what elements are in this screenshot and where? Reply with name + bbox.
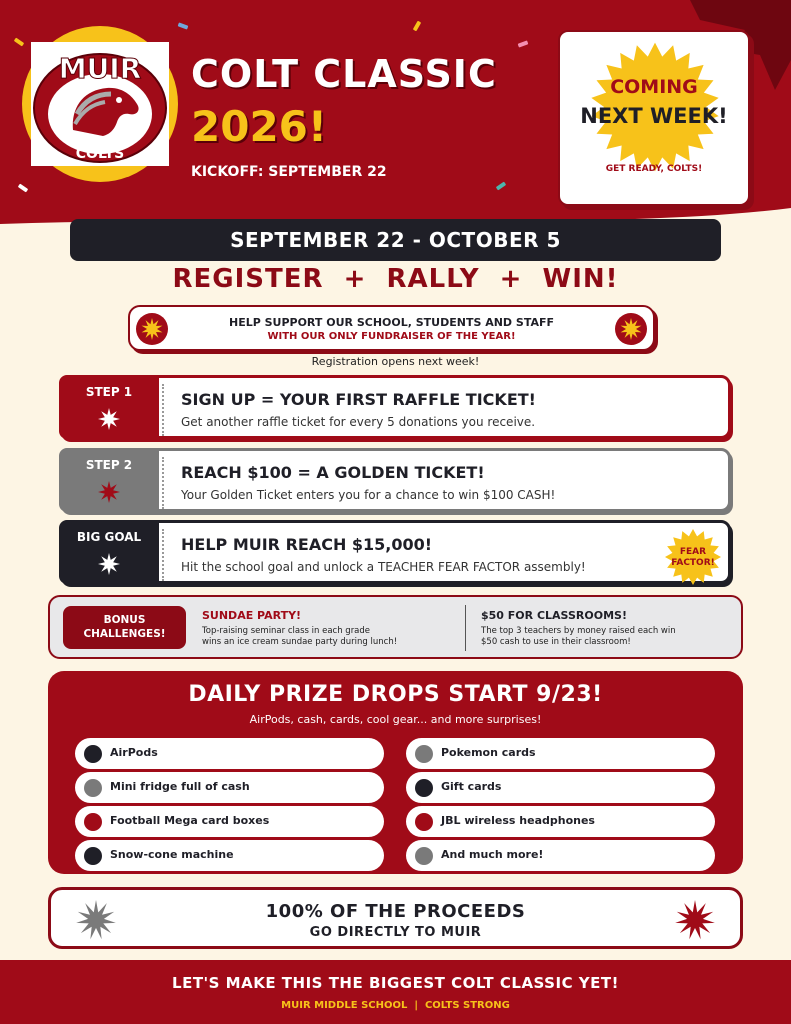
prize-item xyxy=(406,840,715,871)
prize-item xyxy=(75,840,384,871)
prize-label: Snow-cone machine xyxy=(110,848,234,861)
tagline: REGISTER + RALLY + WIN! xyxy=(172,264,619,294)
perforation xyxy=(162,384,164,436)
bonus-tag-line-2: CHALLENGES! xyxy=(83,628,166,640)
starburst-icon xyxy=(674,899,716,941)
big-goal-heading: HELP MUIR REACH $15,000! xyxy=(181,535,433,554)
footer xyxy=(0,960,791,1024)
bullet-dot-icon xyxy=(84,847,102,865)
proceeds-banner xyxy=(48,887,743,949)
coming-next-week-card xyxy=(558,30,750,206)
divider xyxy=(465,605,466,651)
prize-label: Gift cards xyxy=(441,780,502,793)
step-2-heading: REACH $100 = A GOLDEN TICKET! xyxy=(181,463,485,482)
step-1-card xyxy=(59,375,731,439)
big-goal-label: BIG GOAL xyxy=(76,530,142,544)
logo-bottom-text: COLTS xyxy=(75,146,125,162)
daily-prizes-panel xyxy=(48,671,743,874)
step-1-text: Get another raffle ticket for every 5 donations you receive. xyxy=(181,415,536,429)
sundae-party-block xyxy=(202,609,397,648)
get-ready-label: GET READY, COLTS! xyxy=(605,164,703,174)
fear-line-1: FEAR xyxy=(679,547,707,557)
school-logo xyxy=(31,42,169,166)
fear-factor-badge xyxy=(662,529,724,585)
logo-top-text: MUIR xyxy=(58,52,142,85)
bullet-dot-icon xyxy=(415,847,433,865)
event-title: COLT CLASSIC xyxy=(191,52,497,96)
support-banner xyxy=(128,305,655,351)
step-1-tab xyxy=(59,375,159,439)
star-icon xyxy=(97,552,121,576)
prizes-title: DAILY PRIZE DROPS START 9/23! xyxy=(188,682,603,707)
bullet-dot-icon xyxy=(415,745,433,763)
big-goal-text: Hit the school goal and unlock a TEACHER FEAR FACTOR assembly! xyxy=(181,560,586,574)
sundae-line-2: wins an ice cream sundae party during lunch! xyxy=(202,637,398,647)
prize-label: And much more! xyxy=(441,848,544,861)
proceeds-line-1: 100% OF THE PROCEEDS xyxy=(265,901,526,922)
big-goal-tab xyxy=(59,520,159,584)
kickoff-date: KICKOFF: SEPTEMBER 22 xyxy=(191,164,387,180)
bonus-challenges-panel xyxy=(48,595,743,659)
prize-label: JBL wireless headphones xyxy=(441,814,595,827)
bonus-tag xyxy=(63,606,186,649)
star-icon xyxy=(97,407,121,431)
prize-item xyxy=(75,738,384,769)
perforation xyxy=(162,457,164,509)
bullet-dot-icon xyxy=(415,813,433,831)
prize-label: Mini fridge full of cash xyxy=(110,780,250,793)
prize-item xyxy=(75,806,384,837)
fear-line-2: FACTOR! xyxy=(671,558,715,568)
bullet-dot-icon xyxy=(415,779,433,797)
sun-icon xyxy=(615,313,647,345)
step-2-card xyxy=(59,448,731,512)
classrooms-line-2: $50 cash to use in their classroom! xyxy=(481,637,631,647)
colt-mascot-icon xyxy=(31,42,169,166)
bullet-dot-icon xyxy=(84,745,102,763)
prize-label: Football Mega card boxes xyxy=(110,814,270,827)
step-1-heading: SIGN UP = YOUR FIRST RAFFLE TICKET! xyxy=(181,390,536,409)
classrooms-block xyxy=(481,609,676,648)
bonus-tag-line-1: BONUS xyxy=(103,614,146,626)
perforation xyxy=(162,529,164,581)
support-line-2: WITH OUR ONLY FUNDRAISER OF THE YEAR! xyxy=(267,331,516,342)
step-2-label: STEP 2 xyxy=(85,458,133,472)
prize-item xyxy=(406,806,715,837)
step-1-label: STEP 1 xyxy=(85,385,133,399)
sundae-line-1: Top-raising seminar class in each grade xyxy=(202,626,371,636)
prize-item xyxy=(406,738,715,769)
prize-label: Pokemon cards xyxy=(441,746,536,759)
prizes-subtitle: AirPods, cash, cards, cool gear... and more surprises! xyxy=(249,713,542,726)
big-goal-card xyxy=(59,520,731,584)
step-2-tab xyxy=(59,448,159,512)
step-2-text: Your Golden Ticket enters you for a chance to win $100 CASH! xyxy=(181,488,556,502)
proceeds-line-2: GO DIRECTLY TO MUIR xyxy=(309,925,482,940)
footer-school: MUIR MIDDLE SCHOOL | COLTS STRONG xyxy=(281,1000,510,1011)
classrooms-heading: $50 FOR CLASSROOMS! xyxy=(481,609,627,622)
fear-label xyxy=(662,547,724,569)
registration-note: Registration opens next week! xyxy=(311,355,480,368)
bullet-dot-icon xyxy=(84,813,102,831)
next-week-label: NEXT WEEK! xyxy=(580,104,728,128)
prize-label: AirPods xyxy=(110,746,158,759)
bullet-dot-icon xyxy=(84,779,102,797)
star-icon xyxy=(97,480,121,504)
classrooms-line-1: The top 3 teachers by money raised each win xyxy=(481,626,676,636)
event-year: 2026! xyxy=(191,102,328,151)
support-line-1: HELP SUPPORT OUR SCHOOL, STUDENTS AND STAFF xyxy=(228,316,555,329)
coming-label: COMING xyxy=(610,76,698,98)
prize-item xyxy=(75,772,384,803)
sundae-heading: SUNDAE PARTY! xyxy=(202,609,302,622)
prize-item xyxy=(406,772,715,803)
date-range-bar: SEPTEMBER 22 - OCTOBER 5 xyxy=(70,219,721,261)
footer-slogan: LET'S MAKE THIS THE BIGGEST COLT CLASSIC YET! xyxy=(172,974,619,992)
